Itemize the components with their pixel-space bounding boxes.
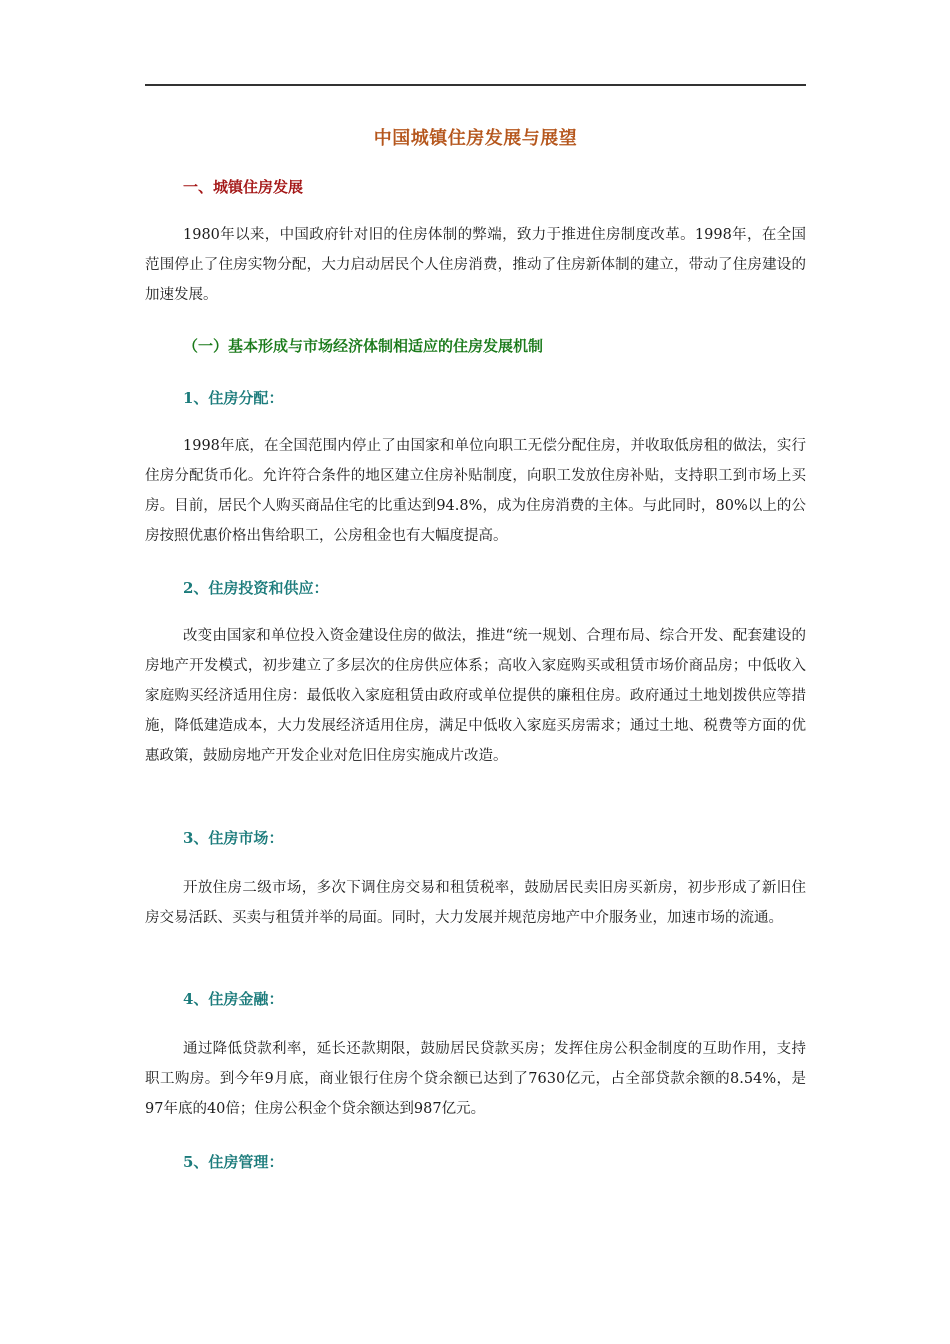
- item-heading-investment-supply: 2、住房投资和供应：: [183, 579, 329, 597]
- header-rule: [145, 84, 806, 86]
- subsection-heading-mechanism: （一）基本形成与市场经济体制相适应的住房发展机制: [183, 337, 544, 355]
- item-paragraph-market: 开放住房二级市场，多次下调住房交易和租赁税率，鼓励居民卖旧房买新房，初步形成了新旧住房交易活跃、买卖与租赁并举的局面。同时，大力发展并规范房地产中介服务业，加速市场的流通。: [145, 880, 806, 926]
- item-heading-management: 5、住房管理：: [183, 1153, 284, 1171]
- document-title: 中国城镇住房发展与展望: [373, 128, 578, 149]
- section-heading-urban-housing: 一、城镇住房发展: [183, 178, 304, 196]
- item-paragraph-investment-supply: 改变由国家和单位投入资金建设住房的做法，推进“统一规划、合理布局、综合开发、配套建设的房地产开发模式，初步建立了多层次的住房供应体系；高收入家庭购买或租赁市场价商品房；中低收入家庭购买经济适用住房：最低收入家庭租赁由政府或单位提供的廉租住房。政府通过土地划拨供应等措施，降低建造成本，大力发展经济适用住房，满足中低收入家庭买房需求；通过土地、税费等方面的优惠政策，鼓励房地产开发企业对危旧住房实施成片改造。: [145, 628, 806, 764]
- item-heading-finance: 4、住房金融：: [183, 990, 284, 1008]
- intro-paragraph: 1980年以来，中国政府针对旧的住房体制的弊端，致力于推进住房制度改革。1998年，在全国范围停止了住房实物分配，大力启动居民个人住房消费，推动了住房新体制的建立，带动了住房建设的加速发展。: [145, 227, 806, 303]
- item-paragraph-finance: 通过降低贷款利率，延长还款期限，鼓励居民贷款买房；发挥住房公积金制度的互助作用，支持职工购房。到今年9月底，商业银行住房个贷余额已达到了7630亿元，占全部贷款余额的8.54%，是97年底的40倍；住房公积金个贷余额达到987亿元。: [145, 1041, 806, 1117]
- item-paragraph-distribution: 1998年底，在全国范围内停止了由国家和单位向职工无偿分配住房，并收取低房租的做法，实行住房分配货币化。允许符合条件的地区建立住房补贴制度，向职工发放住房补贴，支持职工到市场上买房。目前，居民个人购买商品住宅的比重达到94.8%，成为住房消费的主体。与此同时，80%以上的公房按照优惠价格出售给职工，公房租金也有大幅度提高。: [145, 438, 806, 544]
- item-heading-market: 3、住房市场：: [183, 829, 284, 847]
- item-heading-distribution: 1、住房分配：: [183, 389, 284, 407]
